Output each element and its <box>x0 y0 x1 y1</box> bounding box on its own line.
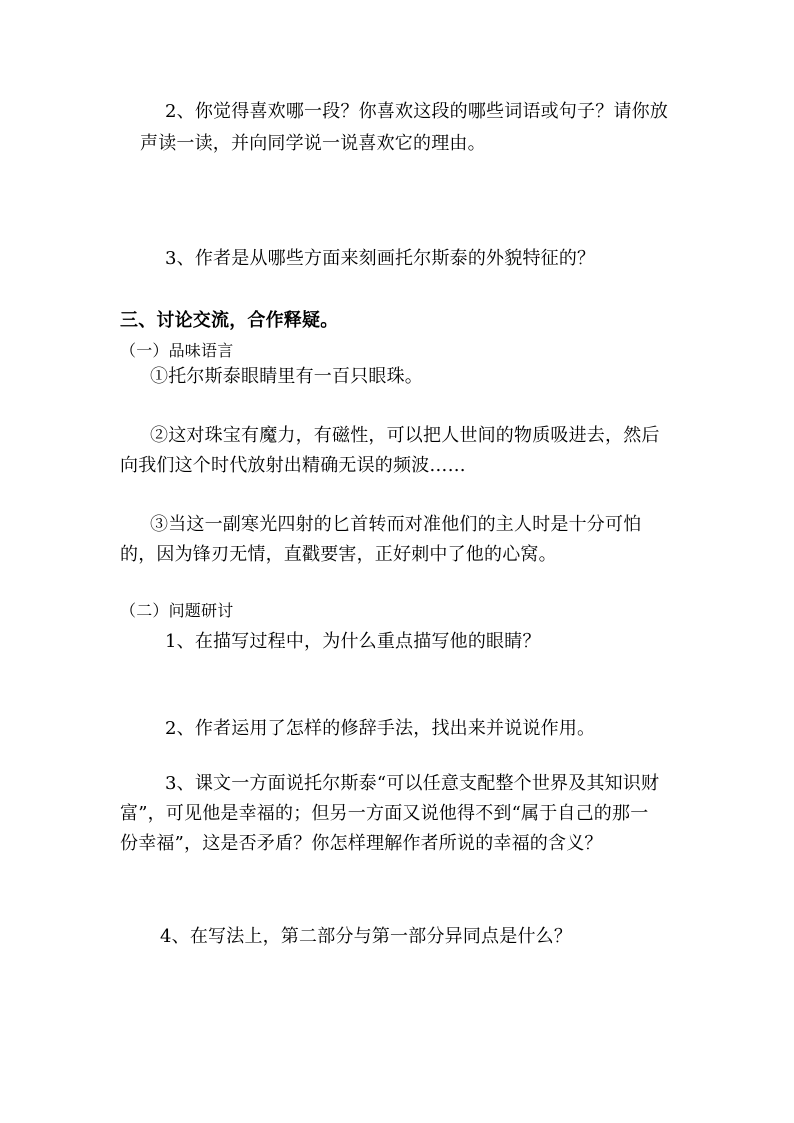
discussion-question-3-line-2: 富”，可见他是幸福的；但另一方面又说他得不到“属于自己的那一 <box>120 803 649 824</box>
discussion-question-4: 4、在写法上，第二部分与第一部分异同点是什么？ <box>160 926 573 947</box>
sentence-3-line-2: 的，因为锋刃无情，直戳要害，正好刺中了他的心窝。 <box>120 544 557 565</box>
sentence-2-line-2: 向我们这个时代放射出精确无误的频波…… <box>120 455 466 476</box>
discussion-question-3-line-3: 份幸福”，这是否矛盾？你怎样理解作者所说的幸福的含义？ <box>120 833 603 854</box>
sentence-2-line-1: ②这对珠宝有魔力，有磁性，可以把人世间的物质吸进去，然后 <box>150 425 660 446</box>
subsection-2-heading: （二）问题研讨 <box>120 601 234 620</box>
subsection-1-heading: （一）品味语言 <box>120 341 234 360</box>
discussion-question-1: 1、在描写过程中，为什么重点描写他的眼睛？ <box>165 631 541 652</box>
discussion-question-3-line-1: 3、课文一方面说托尔斯泰“可以任意支配整个世界及其知识财 <box>165 773 660 794</box>
discussion-question-2: 2、作者运用了怎样的修辞手法，找出来并说说作用。 <box>165 718 596 739</box>
question-3: 3、作者是从哪些方面来刻画托尔斯泰的外貌特征的？ <box>165 248 596 269</box>
question-2-line-1: 2、你觉得喜欢哪一段？你喜欢这段的哪些词语或句子？请你放 <box>165 101 669 122</box>
question-2-line-2: 声读一读，并向同学说一说喜欢它的理由。 <box>140 133 486 154</box>
section-3-heading: 三、讨论交流，合作释疑。 <box>120 310 339 331</box>
sentence-1: ①托尔斯泰眼睛里有一百只眼珠。 <box>150 366 423 387</box>
sentence-3-line-1: ③当这一副寒光四射的匕首转而对准他们的主人时是十分可怕 <box>150 514 642 535</box>
